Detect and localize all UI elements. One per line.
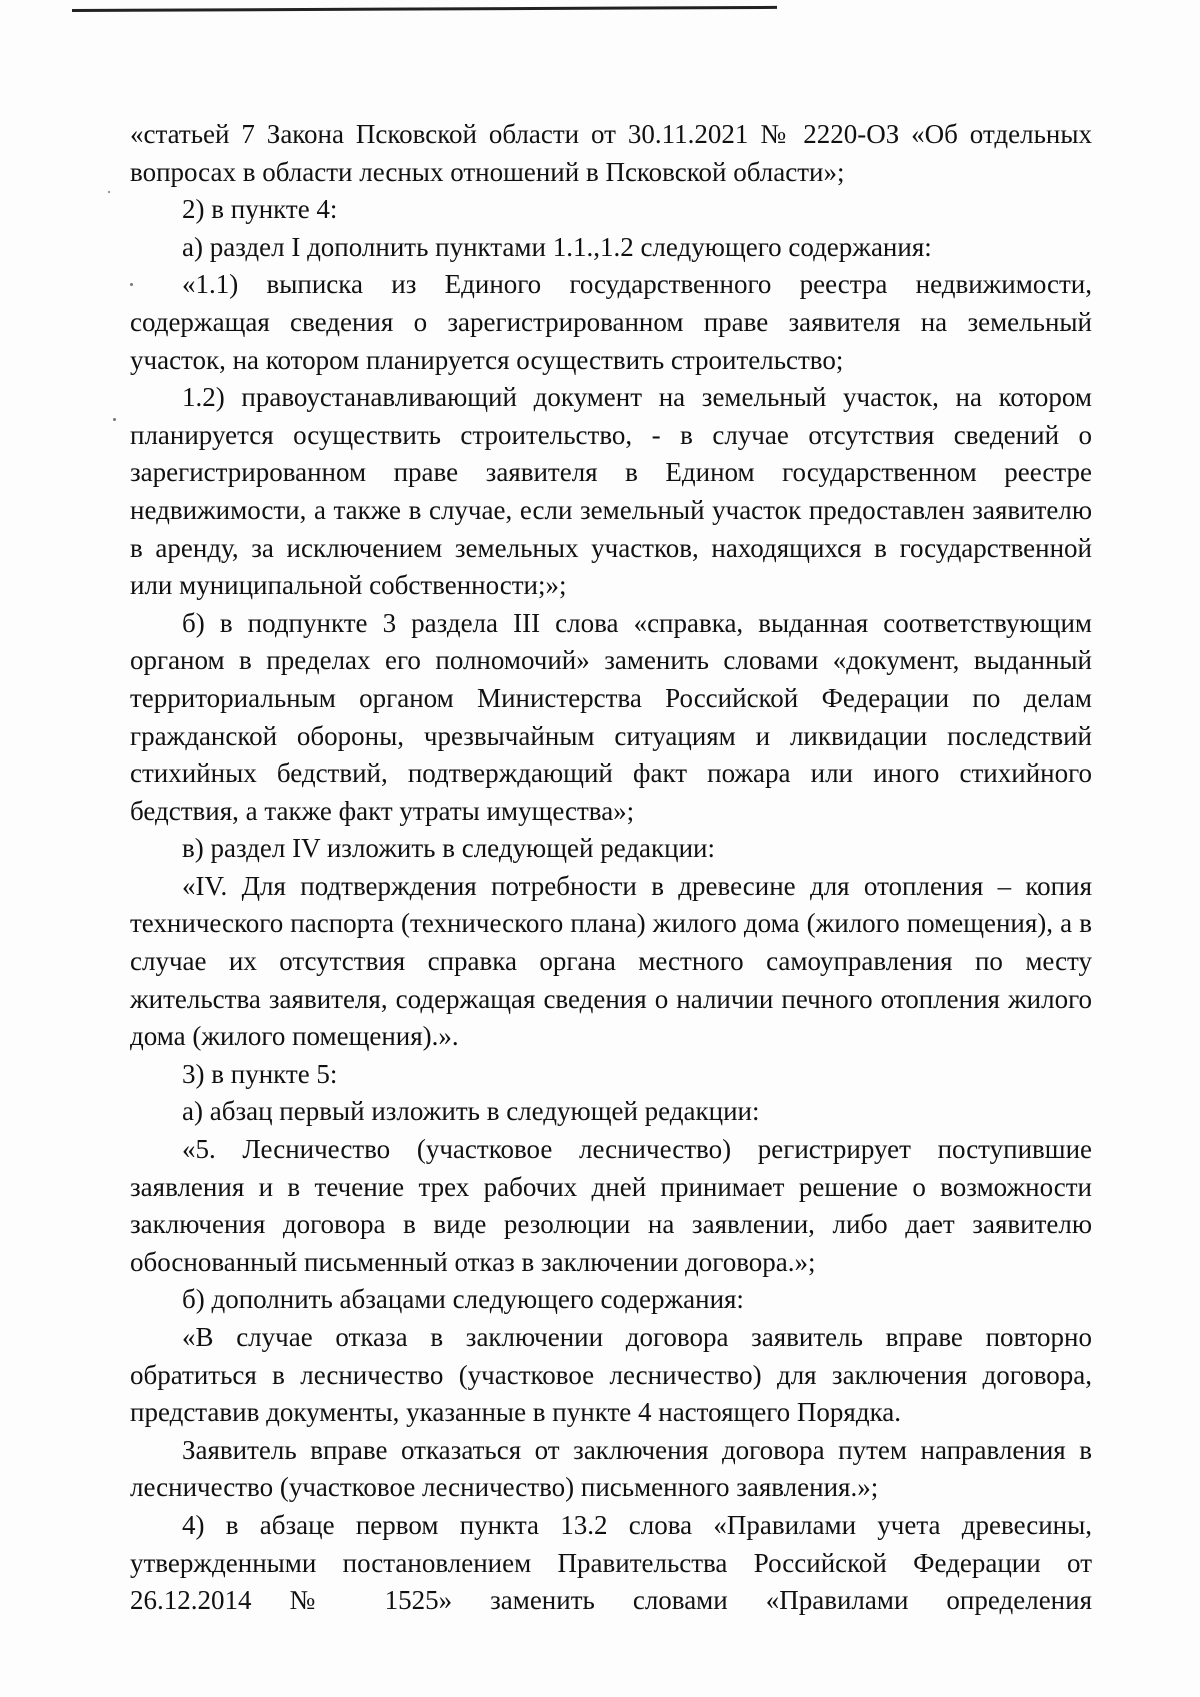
paragraph: в) раздел IV изложить в следующей редакции: bbox=[182, 833, 716, 864]
paragraph: «IV. Для подтверждения потребности в древесине для отопления – копия технического паспорта (технического плана) жилого дома (жилого помещения), а в случае их отсутствия справка органа местного самоуправления по месту жительства заявителя, содержащая сведения о наличии печного отопления жилого дома (жилого помещения).». bbox=[130, 870, 1092, 1052]
paragraph: б) в подпункте 3 раздела III слова «справка, выданная соответствующим органом в пределах его полномочий» заменить словами «документ, выданный территориальным органом Министерства Российской Федерации по делам гражданской обороны, чрезвычайным ситуациям и ликвидации последствий стихийных бедствий, подтверждающий факт пожара или иного стихийного бедствия, а также факт утраты имущества»; bbox=[130, 607, 1092, 826]
paragraph: 4) в абзаце первом пункта 13.2 слова «Правилами учета древесины, утвержденными постановлением Правительства Российской Федерации от 26.12.2014 № 1525» заменить словами «Правилами определения bbox=[130, 1509, 1092, 1616]
paragraph: а) раздел I дополнить пунктами 1.1.,1.2 следующего содержания: bbox=[182, 231, 932, 262]
paragraph: «1.1) выписка из Единого государственного реестра недвижимости, содержащая сведения о зарегистрированном праве заявителя на земельный участок, на котором планируется осуществить строительство; bbox=[130, 269, 1092, 375]
paragraph: 3) в пункте 5: bbox=[182, 1058, 338, 1089]
paragraph: «5. Лесничество (участковое лесничество) регистрирует поступившие заявления и в течение трех рабочих дней принимает решение о возможности заключения договора в виде резолюции на заявлении, либо дает заявителю обоснованный письменный отказ в заключении договора.»; bbox=[130, 1134, 1092, 1277]
paragraph: 2) в пункте 4: bbox=[182, 194, 338, 225]
top-rule-line bbox=[72, 6, 777, 12]
scan-speck bbox=[113, 418, 116, 421]
paragraph: «В случае отказа в заключении договора заявитель вправе повторно обратиться в лесничество (участковое лесничество) для заключения договора, представив документы, указанные в пункте 4 настоящего Порядка. bbox=[130, 1322, 1092, 1428]
paragraph: «статьей 7 Закона Псковской области от 30.11.2021 № 2220-ОЗ «Об отдельных вопросах в области лесных отношений в Псковской области»; bbox=[130, 119, 1092, 187]
paragraph: б) дополнить абзацами следующего содержания: bbox=[182, 1284, 744, 1315]
document-body bbox=[130, 116, 1092, 1620]
paragraph: Заявитель вправе отказаться от заключения договора путем направления в лесничество (участковое лесничество) письменного заявления.»; bbox=[130, 1434, 1092, 1503]
scan-speck bbox=[108, 191, 110, 193]
paragraph: а) абзац первый изложить в следующей редакции: bbox=[182, 1096, 760, 1127]
paragraph: 1.2) правоустанавливающий документ на земельный участок, на котором планируется осуществить строительство, - в случае отсутствия сведений о зарегистрированном праве заявителя в Едином государственном реестре недвижимости, а также в случае, если земельный участок предоставлен заявителю в аренду, за исключением земельных участков, находящихся в государственной или муниципальной собственности;»; bbox=[130, 382, 1092, 601]
